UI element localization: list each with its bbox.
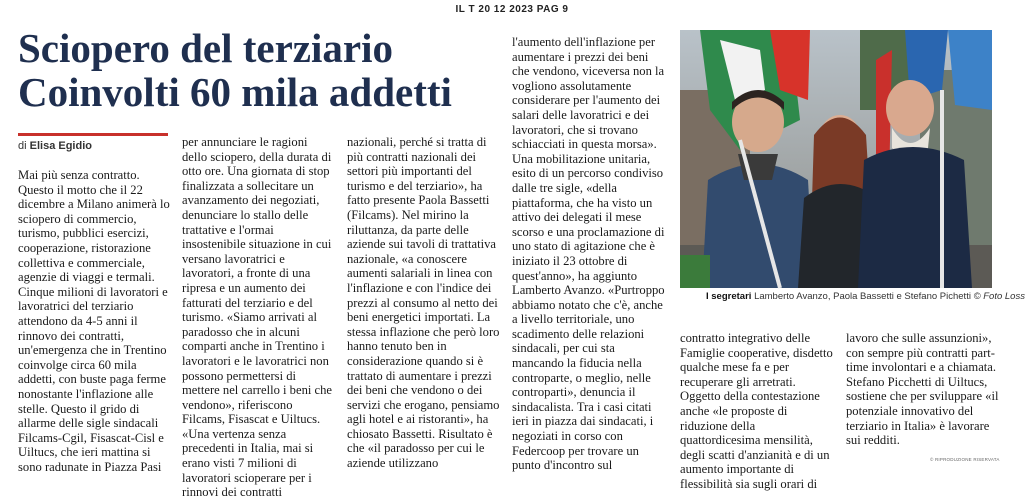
article-column-6: [846, 331, 1006, 448]
headline: [18, 26, 508, 114]
byline-rule: [18, 133, 168, 136]
column-3-text: nazionali, perché si tratta di più contratti nazionali dei settori più importanti del turismo e del terziario», ha fatto presente Paola Bassetti (Filcams). Nel mirino la riluttanza, da parte delle aziende sui tavoli di trattativa nazionale, «a conoscere aumenti salariali in linea con l'inflazione e con l'indice dei prezzi al consumo al netto dei beni energetici importati. La stessa inflazione che però loro hanno tenuto ben in considerazione quando si è trattato di aumentare i prezzi dei beni che vendono o dei servizi che erogano, pensiamo agli hotel e ai ristoranti», ha chiosato Bassetti. Risultato è che «il paradosso per cui le aziende utilizzano: [347, 135, 500, 471]
caption-names: Lamberto Avanzo, Paola Bassetti e Stefano Pichetti: [754, 291, 971, 302]
page-header: IL T 20 12 2023 PAG 9: [455, 4, 569, 15]
column-2-text: per annunciare le ragioni dello sciopero, della durata di otto ore. Una giornata di stop finalizzata a sollecitare un avanzamento dei negoziati, denunciare lo stallo delle trattative e l'ormai insostenibile situazione in cui versano lavoratrici e lavoratori, a fronte di una ripresa e un aumento dei fatturati del terziario e del turismo. «Siamo arrivati al paradosso che in alcuni comparti anche in Trentino i lavoratori e le lavoratrici non possono permettersi di mettere nel carrello i beni che vendono», riferiscono Filcams, Fisascat e Uiltucs. «Una vertenza senza precedenti in Italia, mai si erano visti 7 milioni di lavoratori scioperare per i rinnovi dei contratti: [182, 135, 332, 500]
byline: [18, 140, 92, 152]
caption-label: I segretari: [706, 291, 752, 302]
copyright-notice: © RIPRODUZIONE RISERVATA: [930, 457, 1000, 462]
photo-illustration: [680, 30, 992, 288]
headline-line-2: Coinvolti 60 mila addetti: [18, 69, 452, 115]
article-column-2: [182, 135, 335, 500]
byline-prefix: di: [18, 140, 27, 152]
photo-caption: [706, 291, 1025, 302]
article-column-1: [18, 168, 170, 474]
photo-union-secretaries: [680, 30, 992, 288]
photo-credit: © Foto Loss: [973, 291, 1025, 302]
article-column-3: [347, 135, 500, 471]
column-4-text: l'aumento dell'inflazione per aumentare i prezzi dei beni che vendono, viceversa non la vogliono assolutamente considerare per l'aumento dei salari delle lavoratrici e dei lavoratori, che si trovano schiacciati in questa morsa». Una mobilitazione unitaria, esito di un percorso condiviso dalle tre sigle, «della piattaforma, che ha visto un attivo dei delegati il mese scorso e una proclamazione di uno stato di agitazione che è iniziato il 23 ottobre di quest'anno», ha aggiunto Lamberto Avanzo. «Purtroppo abbiamo notato che c'è, anche a livello territoriale, uno scadimento delle relazioni sindacali, per cui sta mancando la fiducia nella controparte, o meglio, nelle controparti», denuncia il sindacalista. Tra i casi citati ieri in piazza dai sindacati, i negoziati in corso con Federcoop per trovare un punto d'incontro sul: [512, 35, 665, 473]
article-column-5: [680, 331, 833, 492]
byline-author: Elisa Egidio: [29, 140, 92, 152]
column-1-text: Mai più senza contratto. Questo il motto che il 22 dicembre a Milano animerà lo sciopero di commercio, turismo, pubblici esercizi, cooperazione, ristorazione collettiva e commerciale, agenzie di viaggi e termali. Cinque milioni di lavoratori e lavoratrici del terziario attendono da 4-5 anni il rinnovo dei contratti, un'emergenza che in Trentino coinvolge circa 60 mila addetti, con buste paga ferme nonostante l'inflazione alle stelle. Questo il grido di allarme delle sigle sindacali Filcams-Cgil, Fisascat-Cisl e Uiltucs, che ieri mattina si sono radunate in Piazza Pasi: [18, 168, 170, 474]
column-5-text: contratto integrativo delle Famiglie cooperative, disdetto qualche mese fa e per recuperare gli arretrati. Oggetto della contestazione anche «le proposte di riduzione della quattordicesima mensilità, degli scatti d'anzianità e di un aumento importante di flessibilità sia sugli orari di: [680, 331, 833, 491]
headline-line-1: Sciopero del terziario: [18, 25, 393, 71]
article-column-4: [512, 35, 668, 473]
column-6-text: lavoro che sulle assunzioni», con sempre più contratti part-time involontari e a chiamata. Stefano Picchetti di Uiltucs, sostiene che per sviluppare «il potenziale innovativo del terziario in Italia» è lavorare sui redditi.: [846, 331, 999, 448]
